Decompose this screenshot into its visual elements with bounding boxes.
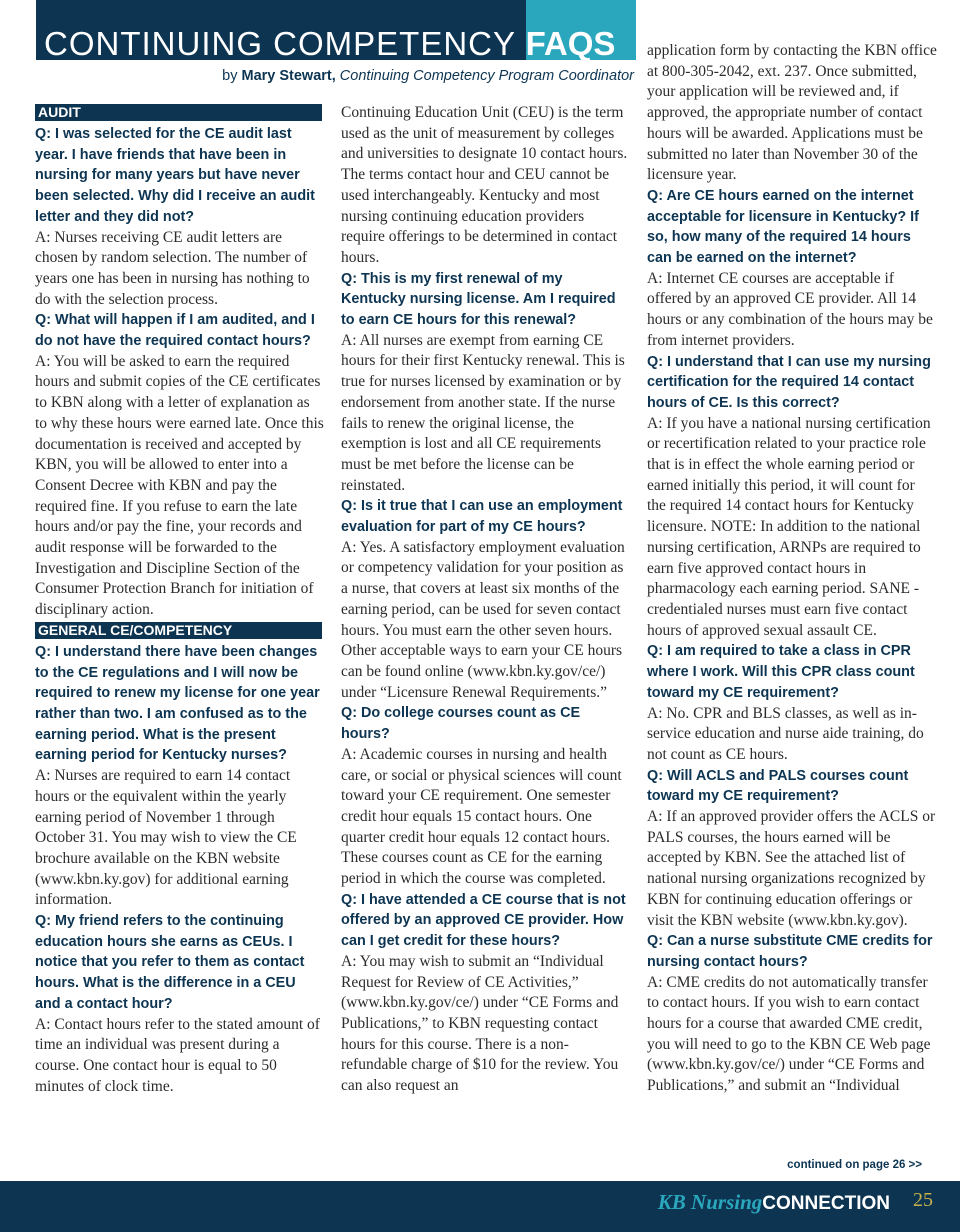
- author-name: Mary Stewart,: [241, 68, 336, 84]
- faq-question: Q: My friend refers to the continuing education hours she earns as CEUs. I notice that you refer to them as contact hours. What is the difference in a CEU and a contact hour?: [35, 913, 305, 1012]
- title-accent: FAQS: [525, 25, 616, 62]
- faq-question: Q: I am required to take a class in CPR where I work. Will this CPR class count toward my CE requirement?: [647, 643, 915, 701]
- faq-answer: A: You will be asked to earn the required hours and submit copies of the CE certificates to KBN along with a letter of explanation as to why these hours were earned late. Once this documentation is received and accepted by KBN, you will be allowed to enter into a Consent Decree with KBN and pay the required fine. If you refuse to earn the late hours and/or pay the fine, your records and audit response will be forwarded to the Investigation and Discipline Section of the Consumer Protection Branch for initiation of disciplinary action.: [35, 352, 324, 619]
- brand-italic: KB Nursing: [657, 1190, 763, 1214]
- page-number: 25: [913, 1189, 933, 1211]
- faq-question: Q: Do college courses count as CE hours?: [341, 705, 581, 743]
- byline: [222, 66, 634, 86]
- faq-question: Q: Is it true that I can use an employment evaluation for part of my CE hours?: [341, 498, 623, 536]
- faq-answer: A: Academic courses in nursing and health care, or social or physical sciences will count toward your CE requirement. One semester credit hour equals 15 contact hours. One quarter credit hour equals 12 contact hours. These courses count as CE for the earning period in which the course was completed.: [341, 745, 622, 888]
- faq-question: Q: I was selected for the CE audit last year. I have friends that have been in nursing for many years but have never been selected. Why did I receive an audit letter and they did not?: [35, 126, 315, 225]
- faq-answer: A: Yes. A satisfactory employment evaluation or competency validation for your position as a nurse, that covers at least six months of the earning period, can be used for seven contact hours. You must earn the other seven hours. Other acceptable ways to earn your CE hours can be found online (www.kbn.ky.gov/ce/) under “Licensure Renewal Requirements.”: [341, 538, 625, 701]
- byline-prefix: by: [222, 68, 242, 84]
- faq-answer: A: All nurses are exempt from earning CE hours for their first Kentucky renewal. This is true for nurses licensed by examination or by endorsement from another state. If the nurse fails to renew the original license, the exemption is lost and all CE requirements must be met before the license can be reinstated.: [341, 331, 625, 494]
- faq-answer: A: If an approved provider offers the ACLS or PALS courses, the hours earned will be accepted by KBN. See the attached list of national nursing organizations recognized by KBN for continuing education offerings or visit the KBN website (www.kbn.ky.gov).: [647, 808, 936, 929]
- faq-answer: A: Internet CE courses are acceptable if offered by an approved CE provider. All 14 hours or any combination of the hours may be from internet providers.: [647, 269, 933, 349]
- publication-brand: [658, 1190, 890, 1214]
- faq-answer: A: No. CPR and BLS classes, as well as in-service education and nurse aide training, do not count as CE hours.: [647, 704, 924, 763]
- faq-answer: Continuing Education Unit (CEU) is the term used as the unit of measurement by colleges and universities to designate 10 contact hours. The terms contact hour and CEU cannot be used interchangeably. Kentucky and most nursing continuing education providers require offerings to be determined in contact hours.: [341, 104, 628, 266]
- faq-question: Q: What will happen if I am audited, and I do not have the required contact hours?: [35, 312, 315, 350]
- title-main: CONTINUING COMPETENCY: [44, 25, 526, 62]
- faq-answer: A: CME credits do not automatically transfer to contact hours. If you wish to earn contact hours for a course that awarded CME credit, you will need to go to the KBN CE Web page (www.kbn.ky.gov/ce/) under “CE Forms and Publications,” and submit an “Individual: [647, 973, 931, 1095]
- faq-answer: A: Contact hours refer to the stated amount of time an individual was present during a course. One contact hour is equal to 50 minutes of clock time.: [35, 1015, 320, 1095]
- faq-question: Q: I understand there have been changes to the CE regulations and I will now be required to renew my license for one year rather than two. I am confused as to the earning period. What is the present earning period for Kentucky nurses?: [35, 643, 320, 764]
- faq-question: Q: I have attended a CE course that is not offered by an approved CE provider. How can I get credit for these hours?: [341, 891, 626, 950]
- section-heading: GENERAL CE/COMPETENCY: [35, 622, 322, 639]
- column-1: [35, 103, 325, 1097]
- faq-question: Q: Can a nurse substitute CME credits for nursing contact hours?: [647, 933, 933, 970]
- brand-bold: CONNECTION: [762, 1193, 890, 1214]
- faq-question: Q: This is my first renewal of my Kentucky nursing license. Am I required to earn CE hours for this renewal?: [341, 270, 616, 329]
- faq-answer: A: If you have a national nursing certification or recertification related to your practice role that is in effect the whole earning period or earned initially this period, it will count for the required 14 contact hours for Kentucky licensure. NOTE: In addition to the national nursing certification, ARNPs are required to earn five approved contact hours in pharmacology each earning period. SANE -credentialed nurses must earn five contact hours of approved sexual assault CE.: [647, 414, 931, 639]
- faq-question: Q: I understand that I can use my nursing certification for the required 14 contact hours of CE. Is this correct?: [647, 353, 931, 411]
- column-2: [341, 103, 631, 1097]
- faq-answer: application form by contacting the KBN office at 800-305-2042, ext. 237. Once submitted, your application will be reviewed and, if approved, the appropriate number of contact hours will be awarded. Applications must be submitted no later than November 30 of the licensure year.: [647, 42, 937, 184]
- faq-question: Q: Are CE hours earned on the internet acceptable for licensure in Kentucky? If so, how many of the required 14 hours can be earned on the internet?: [647, 187, 919, 267]
- column-3: [647, 41, 937, 1097]
- faq-answer: A: Nurses receiving CE audit letters are chosen by random selection. The number of years one has been in nursing has nothing to do with the selection process.: [35, 228, 310, 308]
- author-role: Continuing Competency Program Coordinator: [335, 68, 634, 84]
- page-title: [44, 24, 615, 64]
- continued-note: continued on page 26 >>: [787, 1159, 922, 1171]
- faq-answer: A: Nurses are required to earn 14 contact hours or the equivalent within the yearly earning period of November 1 through October 31. You may wish to view the CE brochure available on the KBN website (www.kbn.ky.gov) for additional earning information.: [35, 767, 297, 909]
- section-heading: AUDIT: [35, 104, 322, 121]
- faq-question: Q: Will ACLS and PALS courses count toward my CE requirement?: [647, 767, 909, 805]
- faq-answer: A: You may wish to submit an “Individual Request for Review of CE Activities,” (www.kbn.ky.gov/ce/) under “CE Forms and Publications,” to KBN requesting contact hours for this course. There is a non-refundable charge of $10 for the review. You can also request an: [341, 952, 619, 1095]
